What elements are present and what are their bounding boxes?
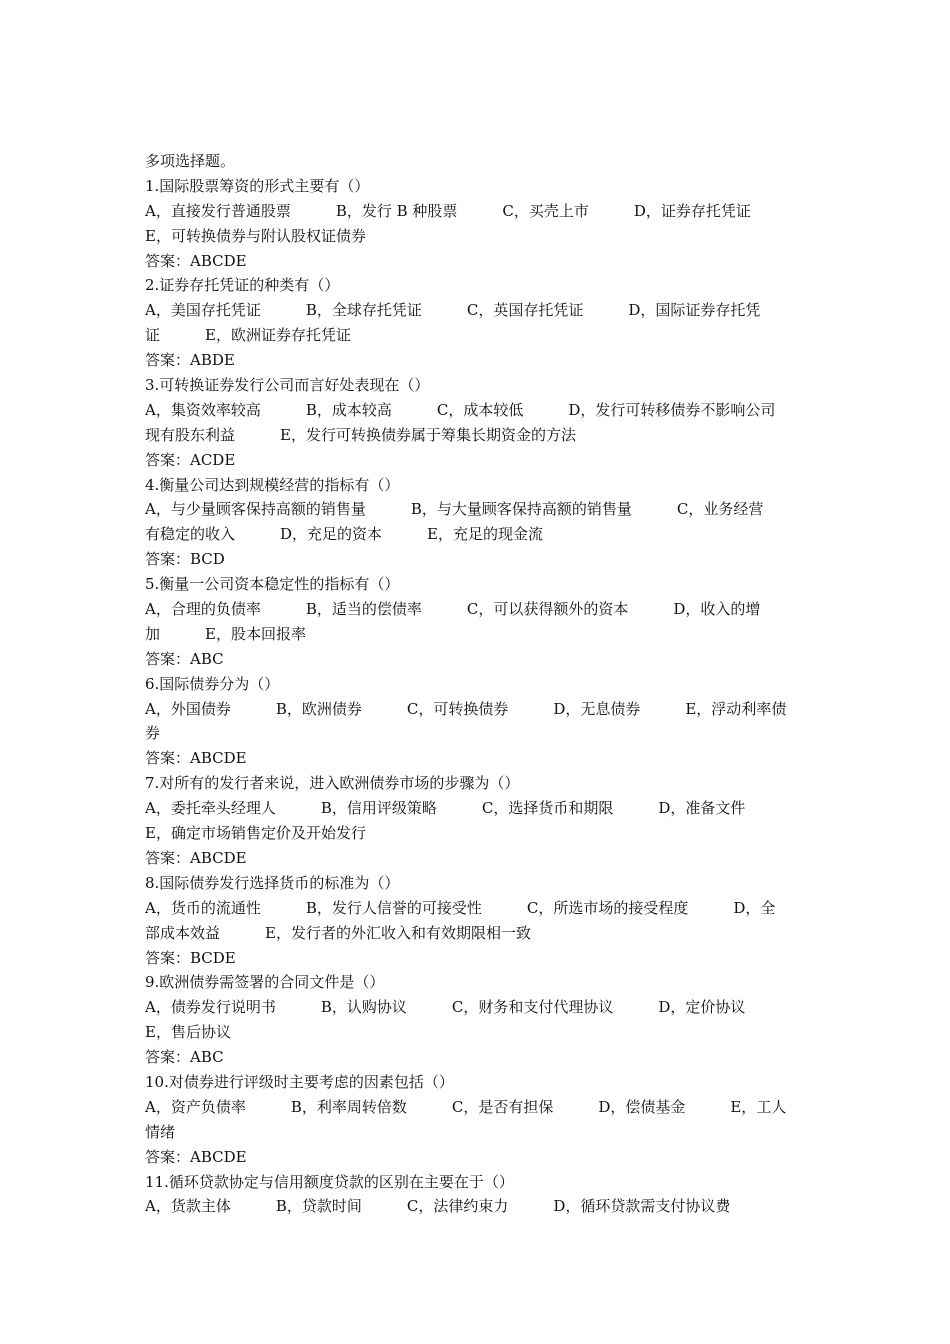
question-6-options: A，外国债券 B，欧洲债券 C，可转换债券 D，无息债券 E，浮动利率债 [145,699,787,718]
question-4: 4.衡量公司达到规模经营的指标有（） [145,475,400,494]
section-heading: 多项选择题。 [145,152,236,170]
question-5: 5.衡量一公司资本稳定性的指标有（） [145,575,400,594]
question-5-options: A，合理的负债率 B，适当的偿债率 C，可以获得额外的资本 D，收入的增 [145,600,761,619]
question-3-options-cont: 现有股东利益 E，发行可转换债券属于筹集长期资金的方法 [145,425,576,444]
question-7-options-cont: E，确定市场销售定价及开始发行 [145,824,366,843]
question-6-options-cont: 券 [145,724,161,743]
question-10-options-cont: 情绪 [145,1122,176,1141]
question-8: 8.国际债券发行选择货币的标准为（） [145,873,400,892]
question-10: 10.对债券进行评级时主要考虑的因素包括（） [145,1072,454,1091]
question-7-answer: 答案：ABCDE [145,848,247,867]
question-4-options-cont: 有稳定的收入 D，充足的资本 E，充足的现金流 [145,525,543,544]
question-1-answer: 答案：ABCDE [145,251,247,270]
question-5-answer: 答案：ABC [145,649,224,668]
question-4-options: A，与少量顾客保持高额的销售量 B，与大量顾客保持高额的销售量 C，业务经营 [145,500,764,519]
question-11-options: A，货款主体 B，贷款时间 C，法律约束力 D，循环贷款需支付协议费 [145,1197,731,1216]
question-5-options-cont: 加 E，股本回报率 [145,624,306,643]
question-6: 6.国际债券分为（） [145,674,280,693]
question-7-options: A，委托牵头经理人 B，信用评级策略 C，选择货币和期限 D，准备文件 [145,799,746,818]
question-2-options-cont: 证 E，欧洲证券存托凭证 [145,326,351,345]
question-3: 3.可转换证券发行公司而言好处表现在（） [145,376,430,395]
question-9: 9.欧洲债券需签署的合同文件是（） [145,973,385,992]
question-3-answer: 答案：ACDE [145,450,236,469]
document-body [145,149,815,1219]
question-8-options-cont: 部成本效益 E，发行者的外汇收入和有效期限相一致 [145,923,531,942]
question-3-options: A，集资效率较高 B，成本较高 C，成本较低 D，发行可转移债券不影响公司 [145,400,776,419]
question-10-options: A，资产负债率 B，利率周转倍数 C，是否有担保 D，偿债基金 E，工人 [145,1097,787,1116]
question-1-options-cont: E，可转换债券与附认股权证债券 [145,226,366,245]
question-2: 2.证券存托凭证的种类有（） [145,276,340,295]
question-1-options: A，直接发行普通股票 B，发行 B 种股票 C，买壳上市 D，证券存托凭证 [145,201,751,220]
question-11: 11.循环贷款协定与信用额度贷款的区别在主要在于（） [145,1172,514,1191]
question-6-answer: 答案：ABCDE [145,749,247,768]
question-8-options: A，货币的流通性 B，发行人信誉的可接受性 C，所选市场的接受程度 D，全 [145,898,776,917]
question-8-answer: 答案：BCDE [145,948,236,967]
question-7: 7.对所有的发行者来说，进入欧洲债券市场的步骤为（） [145,774,520,793]
question-2-answer: 答案：ABDE [145,351,235,370]
question-9-options-cont: E，售后协议 [145,1023,231,1042]
question-9-options: A，债券发行说明书 B，认购协议 C，财务和支付代理协议 D，定价协议 [145,998,746,1017]
question-4-answer: 答案：BCD [145,550,225,569]
question-1: 1.国际股票筹资的形式主要有（） [145,176,370,195]
question-2-options: A，美国存托凭证 B，全球存托凭证 C，英国存托凭证 D，国际证券存托凭 [145,301,761,320]
question-9-answer: 答案：ABC [145,1048,224,1067]
question-10-answer: 答案：ABCDE [145,1147,247,1166]
